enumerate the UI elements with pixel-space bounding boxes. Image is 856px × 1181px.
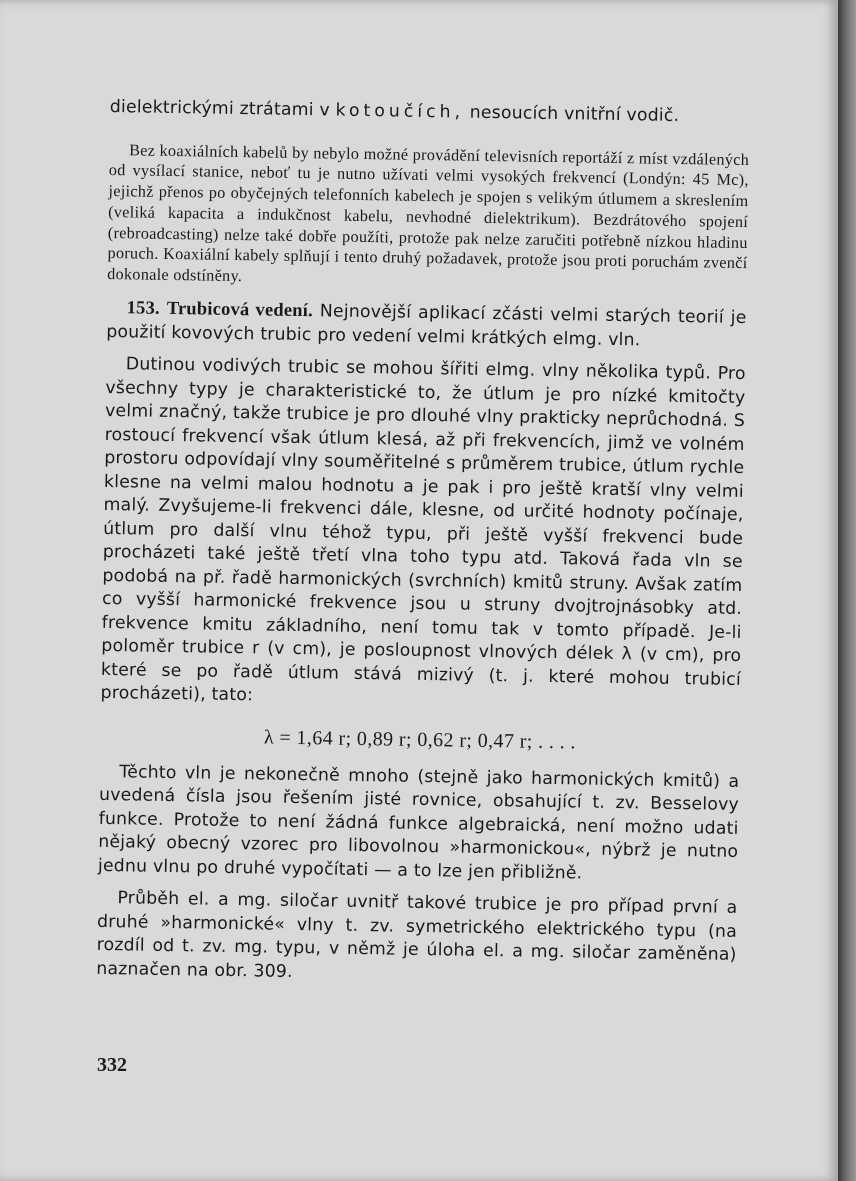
intro-continuation — [110, 96, 750, 130]
section-number: 153. — [126, 298, 161, 319]
book-binding-edge — [838, 0, 856, 1181]
intro-text-b: nesoucích vnitřní vodič. — [463, 102, 680, 126]
section-title: Trubicová vedení. — [166, 298, 314, 322]
section-text: Nejnovější aplikací zčásti velmi starých teorií je použití kovových trubic pro vedení velmi krátkých elmg. vln. — [106, 301, 747, 350]
intro-spaced-word: kotoučích, — [335, 100, 465, 123]
section-153-paragraph — [106, 297, 747, 354]
paragraph-field-lines: Průběh el. a mg. siločar uvnitř takové trubice je pro případ první a druhé »harmonické« vlny t. zv. symetrického elektrického typu (na rozdíl od t. zv. mg. typu, v němž je úloha el. a mg. siločar zaměněna) naznačen na obr. 309. — [96, 888, 738, 982]
paragraph-waveguide-types: Dutinou vodivých trubic se mohou šířiti elmg. vlny několika typů. Pro všechny typy je charakteristické to, že útlum je pro nízké kmitočty velmi značný, takže trubice je pro dlouhé vlny prakticky neprůchodná. S rostoucí frekvencí však útlum klesá, až při frekvencích, jimž ve volném prostoru odpovídají vlny souměřitelné s průměrem trubice, útlum rychle klesne na velmi malou hodnotu a je pak i pro ještě kratší vlny velmi malý. Zvyšujeme-li frekvenci dále, klesne, od určité hodnoty počínaje, útlum pro další vlnu téhož typu, při ještě vyšší frekvenci bude procházeti také ještě třetí vlna toho typu atd. Taková řada vln se podobá na př. řadě harmonických (svrchních) kmitů struny. Avšak zatím co vyšší harmonické frekvence jsou u struny dvojtrojnásobky atd. frekvence kmitu základního, není tomu tak v tomto případě. Je-li poloměr trubice r (v cm), je posloupnost vlnových délek λ (v cm), pro které se po řadě útlum stává mizivý (t. j. které mohou trubicí procházeti), tato: — [100, 354, 746, 706]
paragraph-bessel: Těchto vln je nekonečně mnoho (stejně jako harmonických kmitů) a uvedená čísla jsou řešením jisté rovnice, obsahující t. zv. Besselovy funkce. Protože to není žádná funkce algebraická, není možno udati nějaký obecný vzorec pro libovolnou »harmonickou«, nýbrž je nutno jednu vlnu po druhé vypočítati — a to lze jen přibližně. — [97, 761, 740, 884]
intro-text-a: dielektrickými ztrátami v — [109, 96, 336, 121]
page-text-block — [96, 96, 750, 991]
small-print-paragraph: Bez koaxiálních kabelů by nebylo možné provádění televisních reportáží z míst vzdálených od vysílací stanice, neboť tu je nutno užívati velmi vysokých frekvencí (Londýn: 45 Mc), jejichž přenos po obyčejných telefonních kabelech je spojen s velikým útlumem a skreslením (veliká kapacita a indukčnost kabelu, nevhodné dielektrikum). Bezdrátového spojení (rebroadcasting) nelze také dobře použíti, protože pak nelze zaručiti potřebně nízkou hladinu poruch. Koaxiální kabely splňují i tento druhý požadavek, protože jsou proti poruchám zvenčí dokonale odstíněny. — [107, 140, 750, 286]
page-number: 332 — [97, 1054, 127, 1076]
wavelength-formula: λ = 1,64 r; 0,89 r; 0,62 r; 0,47 r; . . . . — [263, 726, 577, 753]
